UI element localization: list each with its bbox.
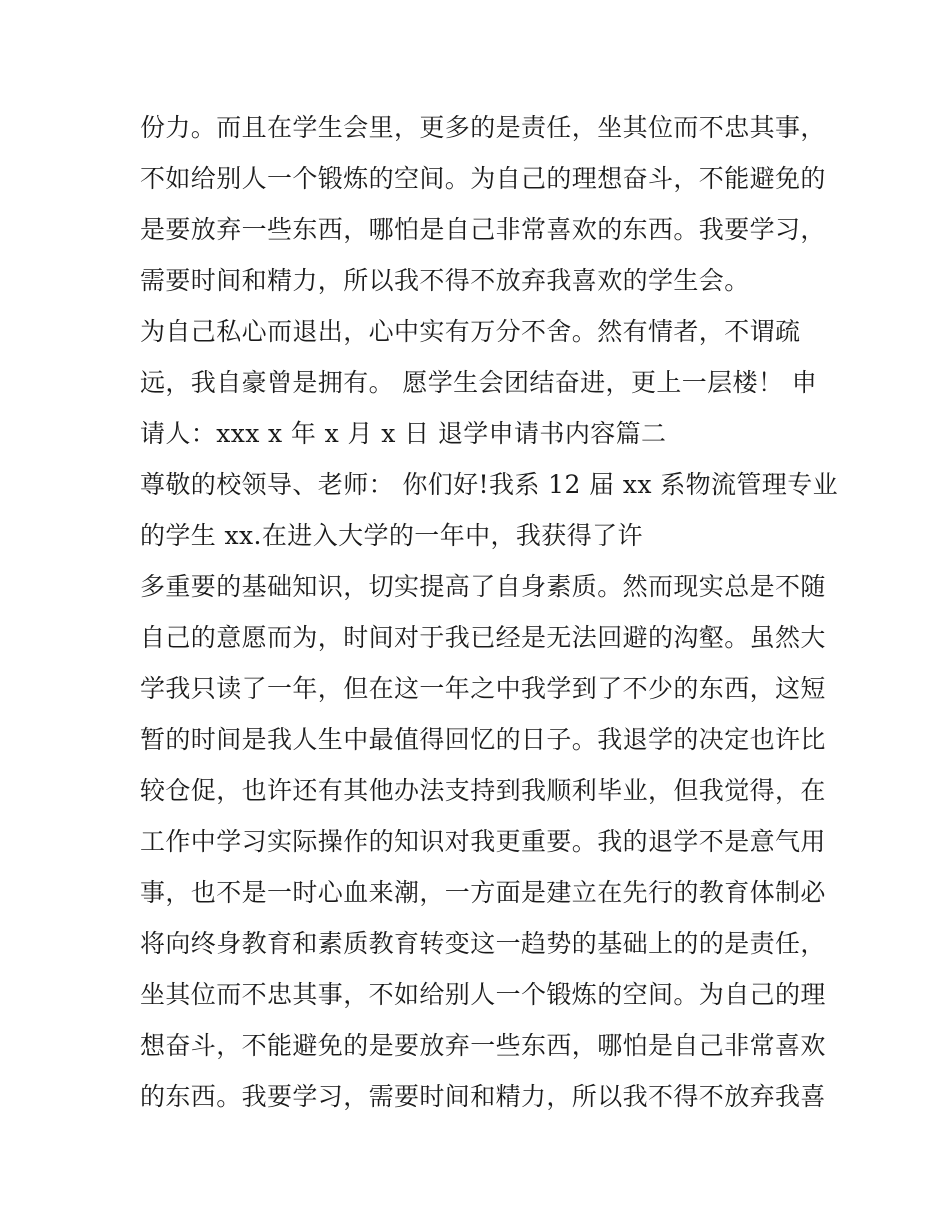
text-line: 工作中学习实际操作的知识对我更重要。我的退学不是意气用 (140, 827, 826, 856)
text-line: 需要时间和精力，所以我不得不放弃我喜欢的学生会。 (140, 266, 750, 295)
text-line: 想奋斗，不能避免的是要放弃一些东西，哪怕是自己非常喜欢 (140, 1031, 826, 1060)
text-line: 的东西。我要学习，需要时间和精力，所以我不得不放弃我喜 (140, 1082, 826, 1111)
text-line: 多重要的基础知识，切实提高了自身素质。然而现实总是不随 (140, 572, 826, 601)
text-line: 份力。而且在学生会里，更多的是责任，坐其位而不忠其事， (140, 113, 826, 142)
text-line: 学我只读了一年，但在这一年之中我学到了不少的东西，这短 (140, 674, 826, 703)
text-line: 是要放弃一些东西，哪怕是自己非常喜欢的东西。我要学习， (140, 215, 826, 244)
text-line: 坐其位而不忠其事，不如给别人一个锻炼的空间。为自己的理 (140, 980, 826, 1009)
text-line: 暂的时间是我人生中最值得回忆的日子。我退学的决定也许比 (140, 725, 826, 754)
text-line: 尊敬的校领导、老师： 你们好!我系 12 届 xx 系物流管理专业 (140, 470, 838, 499)
text-line: 的学生 xx.在进入大学的一年中，我获得了许 (140, 521, 643, 550)
text-line: 事，也不是一时心血来潮，一方面是建立在先行的教育体制必 (140, 878, 826, 907)
text-line: 不如给别人一个锻炼的空间。为自己的理想奋斗，不能避免的 (140, 164, 826, 193)
text-line: 为自己私心而退出，心中实有万分不舍。然有情者，不谓疏 (140, 317, 801, 346)
text-line: 请人：xxx x 年 x 月 x 日 退学申请书内容篇二 (140, 419, 667, 448)
text-line: 较仓促，也许还有其他办法支持到我顺利毕业，但我觉得，在 (140, 776, 826, 805)
text-line: 远，我自豪曾是拥有。 愿学生会团结奋进，更上一层楼！ 申 (140, 368, 818, 397)
text-line: 自己的意愿而为，时间对于我已经是无法回避的沟壑。虽然大 (140, 623, 826, 652)
text-line: 将向终身教育和素质教育转变这一趋势的基础上的的是责任， (140, 929, 826, 958)
